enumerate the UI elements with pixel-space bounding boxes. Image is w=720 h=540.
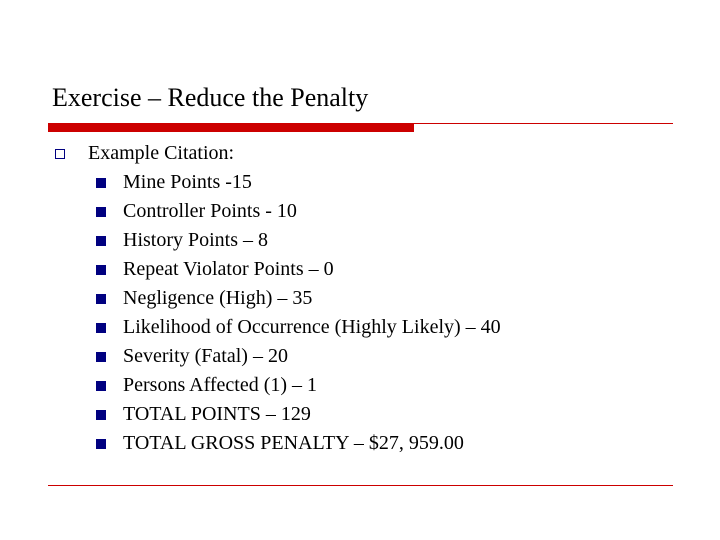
list-item — [96, 400, 501, 429]
title-underline-thick — [48, 123, 414, 132]
filled-square-icon — [96, 352, 106, 362]
filled-square-icon — [96, 178, 106, 188]
list-item-text: Negligence (High) – 35 — [123, 287, 313, 309]
hollow-square-icon — [55, 149, 65, 159]
filled-square-icon — [96, 381, 106, 391]
list-item-text: Severity (Fatal) – 20 — [123, 345, 288, 367]
list-item — [96, 168, 501, 197]
list-item-text: TOTAL GROSS PENALTY – $27, 959.00 — [123, 432, 464, 454]
list-item — [96, 429, 501, 458]
bullet-example-citation — [55, 139, 234, 168]
filled-square-icon — [96, 294, 106, 304]
bullet-label: Example Citation: — [88, 142, 235, 164]
list-item-text: Likelihood of Occurrence (Highly Likely) – 40 — [123, 316, 501, 338]
slide-title: Exercise – Reduce the Penalty — [52, 83, 369, 112]
filled-square-icon — [96, 236, 106, 246]
citation-points-list — [96, 168, 501, 458]
filled-square-icon — [96, 265, 106, 275]
list-item-text: Repeat Violator Points – 0 — [123, 258, 334, 280]
list-item — [96, 342, 501, 371]
list-item — [96, 255, 501, 284]
list-item — [96, 313, 501, 342]
list-item — [96, 226, 501, 255]
filled-square-icon — [96, 207, 106, 217]
list-item — [96, 371, 501, 400]
list-item-text: TOTAL POINTS – 129 — [123, 403, 311, 425]
list-item-text: Mine Points -15 — [123, 171, 252, 193]
title-underline-thin — [414, 123, 673, 124]
list-item — [96, 197, 501, 226]
list-item-text: History Points – 8 — [123, 229, 269, 251]
list-item — [96, 284, 501, 313]
filled-square-icon — [96, 410, 106, 420]
list-item-text: Controller Points - 10 — [123, 200, 297, 222]
list-item-text: Persons Affected (1) – 1 — [123, 374, 318, 396]
filled-square-icon — [96, 323, 106, 333]
footer-rule — [48, 485, 673, 486]
filled-square-icon — [96, 439, 106, 449]
